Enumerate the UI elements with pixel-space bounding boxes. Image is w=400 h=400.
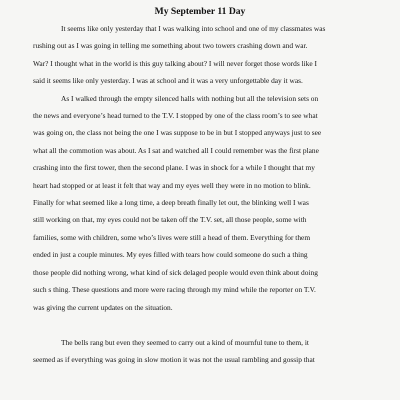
paragraph-gap xyxy=(33,316,381,334)
text-line: what all the commotion was about. As I sat and watched all I could remember was the first plane xyxy=(33,145,319,155)
text-line: those people did nothing wrong, what kind of sick delaged people would even think about doing xyxy=(33,267,318,277)
text-line: ended in just a couple minutes. My eyes filled with tears how could someone do such a thing xyxy=(33,250,308,260)
text-line: It seems like only yesterday that I was walking into school and one of my classmates was xyxy=(61,24,326,33)
text-line: Finally for what seemed like a long time, a deep breath finally let out, the blinking well I was xyxy=(33,198,309,208)
text-line: heart had stopped or at least it felt that way and my eyes well they were in no motion to blink. xyxy=(33,180,311,190)
text-line: said it seems like only yesterday. I was at school and it was a very unforgettable day it was. xyxy=(33,76,303,86)
text-line: still working on that, my eyes could not be taken off the T.V. set, all those people, some with xyxy=(33,215,307,225)
page-title: My September 11 Day xyxy=(154,6,246,17)
paragraph-1 xyxy=(33,20,381,90)
text-line: was giving the current updates on the situation. xyxy=(33,302,173,312)
text-line: such s thing. These questions and more were racing through my mind while the reporter on T.V. xyxy=(33,285,316,295)
document-body xyxy=(33,20,381,369)
text-line: seemed as if everything was going in slow motion it was not the usual rambling and gossip that xyxy=(33,355,315,365)
text-line: families, some with children, some who’s lives were still a head of them. Everything for them xyxy=(33,232,311,242)
paragraph-2 xyxy=(33,90,381,316)
text-line: War? I thought what in the world is this guy talking about? I will never forget those words like I xyxy=(33,58,317,68)
text-line: the news and everyone’s head turned to the T.V. I stopped by one of the class room’s to see what xyxy=(33,111,318,121)
text-line: was going on, the class not being the one I was suppose to be in but I stopped anyways just to see xyxy=(33,128,322,138)
paragraph-3 xyxy=(33,334,381,369)
text-line: rushing out as I was going in telling me something about two towers crashing down and war. xyxy=(33,41,308,51)
text-line: crashing into the first tower, then the second plane. I was in shock for a while I thought that my xyxy=(33,163,315,173)
text-line: As I walked through the empty silenced halls with nothing but all the television sets on xyxy=(61,93,319,103)
text-line: The bells rang but even they seemed to carry out a kind of mournful tune to them, it xyxy=(61,337,309,347)
